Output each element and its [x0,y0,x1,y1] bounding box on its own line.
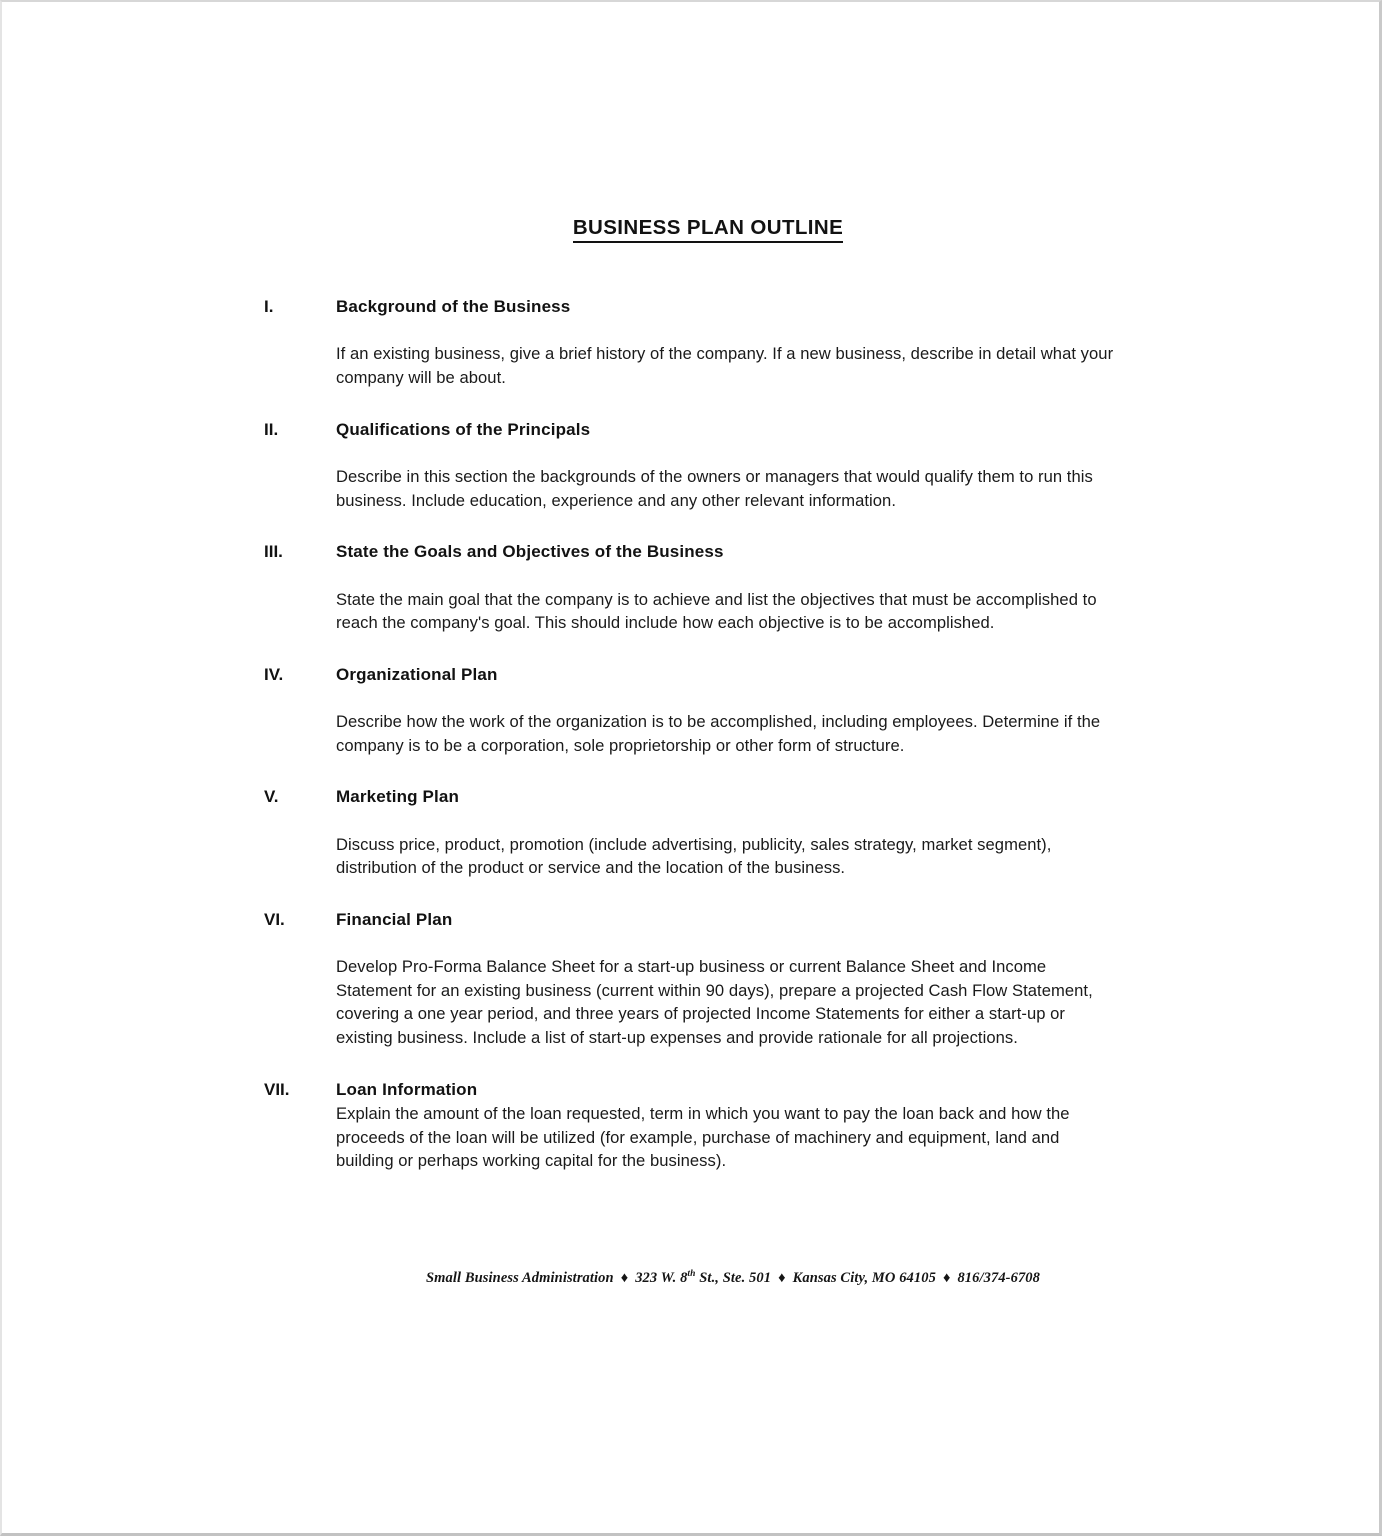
section-heading: State the Goals and Objectives of the Business [336,542,724,562]
page-title [264,216,1114,243]
section-numeral: III. [264,542,283,562]
section-body: Describe how the work of the organization is to be accomplished, including employees. Determine if the company is to be a corporation, sole proprietorship or other form of structure. [336,712,1101,755]
section-body: Discuss price, product, promotion (include advertising, publicity, sales strategy, market segment), distribution of the product or service and the location of the business. [336,834,1052,878]
section-heading-row [264,663,1114,686]
section-numeral: IV. [264,664,284,684]
section-heading: Marketing Plan [336,787,460,807]
section-background-of-the-business [264,295,1114,390]
section-heading: Qualifications of the Principals [336,419,591,439]
section-heading: Background of the Business [336,297,571,316]
footer-city-state-zip: Kansas City, MO 64105 [792,1270,936,1286]
section-financial-plan [264,908,1114,1050]
footer-separator-2: ♦ [778,1270,786,1286]
section-numeral: I. [264,297,274,316]
section-body: Develop Pro-Forma Balance Sheet for a start-up business or current Balance Sheet and Income Statement for an existing business (current within 90 days), prepare a projected Cash Flow Statement, covering a one year period, and three years of projected Income Statements for either a start-up or existing business. Include a list of start-up expenses and provide rationale for all projections. [336,957,1093,1048]
section-heading: Organizational Plan [336,664,498,684]
section-heading-row [264,908,1114,931]
section-body: Describe in this section the backgrounds of the owners or managers that would qualify them to run this business. Include education, experience and any other relevant information. [336,467,1093,510]
footer-address-line [264,1270,1158,1287]
section-numeral: VI. [264,909,285,929]
section-marketing-plan [264,785,1114,880]
document-content [264,216,1114,1201]
footer-phone: 816/374-6708 [957,1270,1041,1286]
footer-street-rest: St., Ste. 501 [695,1270,772,1286]
section-heading-row [264,785,1114,808]
footer-street-ordinal: th [687,1269,696,1280]
section-heading-row [264,540,1114,563]
footer-separator-3: ♦ [942,1270,951,1286]
footer-street-number: 323 W. 8 [635,1270,688,1286]
footer-organization: Small Business Administration [425,1270,614,1286]
section-qualifications-of-the-principals [264,418,1114,513]
section-state-the-goals-and-objectives [264,540,1114,635]
section-body: If an existing business, give a brief history of the company. If a new business, describe in detail what your company will be about. [336,344,1114,388]
section-loan-information [264,1078,1114,1173]
section-numeral: VII. [264,1079,290,1099]
section-numeral: II. [264,419,279,439]
section-numeral: V. [264,787,279,807]
section-body: Explain the amount of the loan requested, term in which you want to pay the loan back and how the proceeds of the loan will be utilized (for example, purchase of machinery and equipment, land and building or perhaps working capital for the business). [336,1104,1070,1171]
section-body: State the main goal that the company is to achieve and list the objectives that must be accomplished to reach the company's goal. This should include how each objective is to be accomplished. [336,589,1097,633]
section-heading-row [264,418,1114,441]
section-heading-row [264,295,1114,318]
footer-separator-1: ♦ [620,1270,629,1286]
section-heading: Financial Plan [336,909,453,929]
section-heading: Loan Information [336,1079,478,1099]
section-heading-row [264,1078,1114,1101]
page-title-text: BUSINESS PLAN OUTLINE [573,216,843,243]
section-organizational-plan [264,663,1114,758]
